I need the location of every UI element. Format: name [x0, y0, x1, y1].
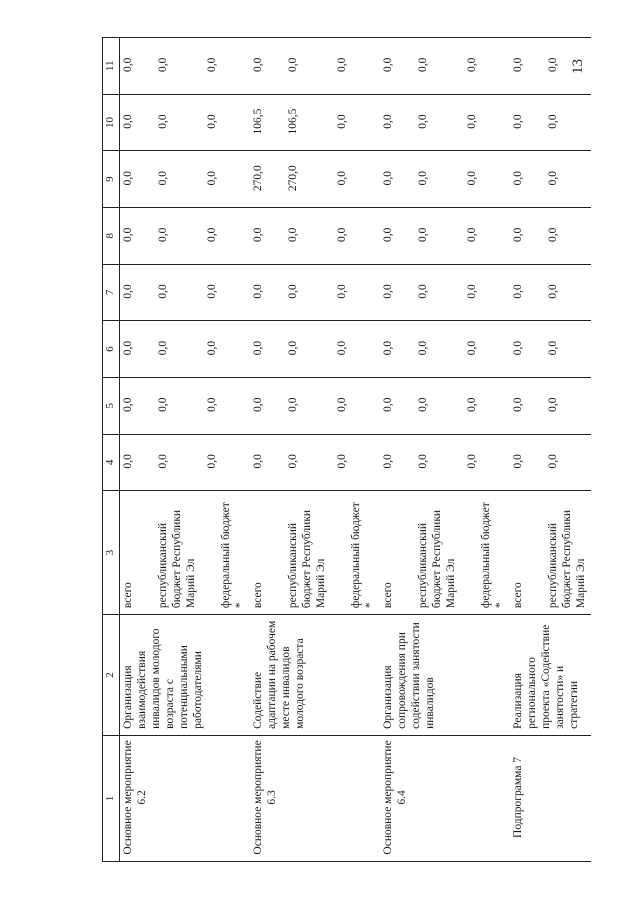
value-cell: [250, 377, 380, 434]
funding-value: 0,0: [382, 397, 395, 412]
funding-value: 0,0: [417, 57, 430, 73]
funding-value: 0,0: [417, 340, 430, 356]
value-cell: [120, 264, 251, 321]
funding-value: 0,0: [336, 57, 349, 73]
funding-value: 0,0: [122, 227, 134, 242]
funding-value: 0,0: [122, 397, 134, 412]
funding-value: 0,0: [122, 114, 134, 129]
value-cell: [510, 207, 591, 264]
funding-value: 0,0: [336, 227, 349, 242]
funding-value: 0,0: [512, 227, 525, 242]
value-cell: [380, 151, 510, 208]
activity-description-cell: Реализация регионального проекта «Содействие занятости» и стратегии: [510, 615, 591, 736]
funding-value: 0,0: [287, 57, 300, 73]
funding-source-label: всего: [512, 582, 525, 609]
funding-value: 0,0: [122, 454, 134, 469]
funding-value: 0,0: [466, 284, 479, 299]
funding-source-label: республиканский бюджет Республики Марий Эл: [287, 509, 328, 609]
funding-value: 0,0: [382, 227, 395, 242]
funding-value: 0,0: [382, 454, 395, 469]
value-cell: [120, 207, 251, 264]
value-cell: [380, 264, 510, 321]
value-cell: [510, 94, 591, 151]
funding-value: 0,0: [512, 397, 525, 412]
funding-value: 0,0: [417, 114, 430, 129]
funding-source-label: федеральный бюджет *: [220, 502, 247, 609]
activity-description-cell: Содействие адаптации на рабочем месте инвалидов молодого возраста: [250, 615, 380, 736]
funding-value: 270,0: [252, 165, 265, 192]
value-cell: [380, 38, 510, 95]
funding-value: 0,0: [206, 340, 218, 356]
column-header: 3: [103, 491, 120, 615]
funding-value: 0,0: [336, 114, 349, 129]
funding-value: 0,0: [287, 227, 300, 242]
column-header: 11: [103, 38, 120, 95]
funding-value: 0,0: [157, 227, 169, 242]
funding-value: 106,5: [252, 108, 265, 135]
budget-table: [102, 37, 591, 862]
funding-value: 0,0: [382, 57, 395, 73]
funding-value: 0,0: [336, 340, 349, 356]
funding-source-label: всего: [252, 582, 265, 609]
funding-source-label: федеральный бюджет *: [480, 502, 507, 609]
column-header: 2: [103, 615, 120, 736]
funding-value: 0,0: [512, 57, 525, 73]
funding-value: 0,0: [466, 227, 479, 242]
value-cell: [250, 151, 380, 208]
funding-value: 0,0: [157, 57, 169, 73]
value-cell: [510, 264, 591, 321]
value-cell: [120, 434, 251, 491]
program-name-cell: Подпрограмма 7: [510, 735, 591, 861]
value-cell: [510, 38, 591, 95]
funding-value: 0,0: [206, 227, 218, 242]
value-cell: [250, 321, 380, 378]
funding-value: 0,0: [157, 114, 169, 129]
funding-value: 0,0: [206, 170, 218, 186]
page-number: 13: [570, 59, 586, 74]
column-header: 7: [103, 264, 120, 321]
program-name-cell: Основное мероприятие 6.4: [380, 735, 510, 861]
funding-value: 0,0: [466, 170, 479, 186]
funding-value: 0,0: [417, 397, 430, 412]
value-cell: [510, 377, 591, 434]
value-cell: [510, 151, 591, 208]
funding-value: 0,0: [157, 284, 169, 299]
funding-value: 0,0: [547, 397, 560, 412]
funding-value: 0,0: [547, 170, 560, 186]
funding-value: 0,0: [206, 454, 218, 469]
value-cell: [380, 434, 510, 491]
funding-value: 0,0: [252, 57, 265, 73]
funding-value: 0,0: [252, 340, 265, 356]
funding-value: 0,0: [157, 340, 169, 356]
funding-value: 0,0: [466, 454, 479, 469]
funding-source-label: республиканский бюджет Республики Марий Эл: [547, 509, 588, 609]
funding-value: 0,0: [512, 170, 525, 186]
value-cell: [250, 434, 380, 491]
value-cell: [510, 321, 591, 378]
funding-value: 0,0: [382, 340, 395, 356]
funding-value: 0,0: [287, 454, 300, 469]
funding-value: 0,0: [417, 454, 430, 469]
value-cell: [120, 321, 251, 378]
funding-value: 0,0: [206, 114, 218, 129]
funding-value: 0,0: [547, 454, 560, 469]
funding-value: 0,0: [157, 170, 169, 186]
funding-value: 106,5: [287, 108, 300, 135]
program-name-cell: Основное мероприятие 6.2: [120, 735, 251, 861]
funding-value: 0,0: [336, 454, 349, 469]
column-header: 9: [103, 151, 120, 208]
funding-source-label: республиканский бюджет Республики Марий Эл: [157, 509, 198, 609]
funding-source-label: всего: [122, 582, 134, 609]
column-header: 5: [103, 377, 120, 434]
funding-source-cell: [120, 491, 251, 615]
funding-value: 0,0: [512, 340, 525, 356]
funding-value: 0,0: [382, 170, 395, 186]
funding-value: 0,0: [287, 397, 300, 412]
funding-value: 0,0: [466, 340, 479, 356]
funding-value: 0,0: [512, 454, 525, 469]
funding-value: 0,0: [512, 114, 525, 129]
funding-value: 0,0: [122, 170, 134, 186]
column-header: 8: [103, 207, 120, 264]
funding-value: 0,0: [122, 340, 134, 356]
table-row: [510, 38, 591, 862]
funding-value: 0,0: [466, 397, 479, 412]
column-header: 1: [103, 735, 120, 861]
funding-value: 0,0: [336, 170, 349, 186]
table-row: [380, 38, 510, 862]
funding-value: 0,0: [417, 170, 430, 186]
value-cell: [380, 321, 510, 378]
program-name-cell: Основное мероприятие 6.3: [250, 735, 380, 861]
table-row: [250, 38, 380, 862]
value-cell: [250, 207, 380, 264]
funding-value: 0,0: [417, 284, 430, 299]
funding-value: 0,0: [547, 340, 560, 356]
funding-value: 0,0: [382, 114, 395, 129]
column-header: 4: [103, 434, 120, 491]
funding-value: 0,0: [417, 227, 430, 242]
funding-value: 0,0: [122, 57, 134, 73]
value-cell: [250, 94, 380, 151]
value-cell: [120, 94, 251, 151]
funding-value: 0,0: [252, 454, 265, 469]
funding-source-label: республиканский бюджет Республики Марий Эл: [417, 509, 458, 609]
value-cell: [380, 377, 510, 434]
value-cell: [120, 151, 251, 208]
funding-source-label: всего: [382, 582, 395, 609]
funding-value: 0,0: [157, 454, 169, 469]
value-cell: [120, 377, 251, 434]
funding-value: 0,0: [206, 57, 218, 73]
funding-value: 270,0: [287, 165, 300, 192]
funding-value: 0,0: [287, 284, 300, 299]
value-cell: [380, 94, 510, 151]
table-header-row: [103, 38, 120, 862]
activity-description-cell: Организация взаимодействия инвалидов молодого возраста с потенциальными работодателями: [120, 615, 251, 736]
value-cell: [250, 264, 380, 321]
funding-value: 0,0: [336, 397, 349, 412]
funding-source-label: федеральный бюджет *: [350, 502, 377, 609]
funding-value: 0,0: [336, 284, 349, 299]
activity-description-cell: Организация сопровождения при содействии занятости инвалидов: [380, 615, 510, 736]
funding-value: 0,0: [252, 227, 265, 242]
funding-value: 0,0: [547, 227, 560, 242]
funding-value: 0,0: [466, 114, 479, 129]
table-row: [120, 38, 251, 862]
funding-source-cell: [380, 491, 510, 615]
funding-value: 0,0: [206, 284, 218, 299]
value-cell: [510, 434, 591, 491]
funding-value: 0,0: [157, 397, 169, 412]
funding-value: 0,0: [122, 284, 134, 299]
funding-value: 0,0: [547, 284, 560, 299]
funding-value: 0,0: [382, 284, 395, 299]
value-cell: [250, 38, 380, 95]
funding-value: 0,0: [512, 284, 525, 299]
funding-value: 0,0: [547, 114, 560, 129]
funding-value: 0,0: [287, 340, 300, 356]
value-cell: [380, 207, 510, 264]
funding-source-cell: [250, 491, 380, 615]
funding-value: 0,0: [466, 57, 479, 73]
funding-source-cell: [510, 491, 591, 615]
value-cell: [120, 38, 251, 95]
funding-value: 0,0: [252, 284, 265, 299]
funding-value: 0,0: [547, 57, 560, 73]
funding-value: 0,0: [206, 397, 218, 412]
funding-value: 0,0: [252, 397, 265, 412]
column-header: 6: [103, 321, 120, 378]
column-header: 10: [103, 94, 120, 151]
table-body: [120, 38, 592, 862]
